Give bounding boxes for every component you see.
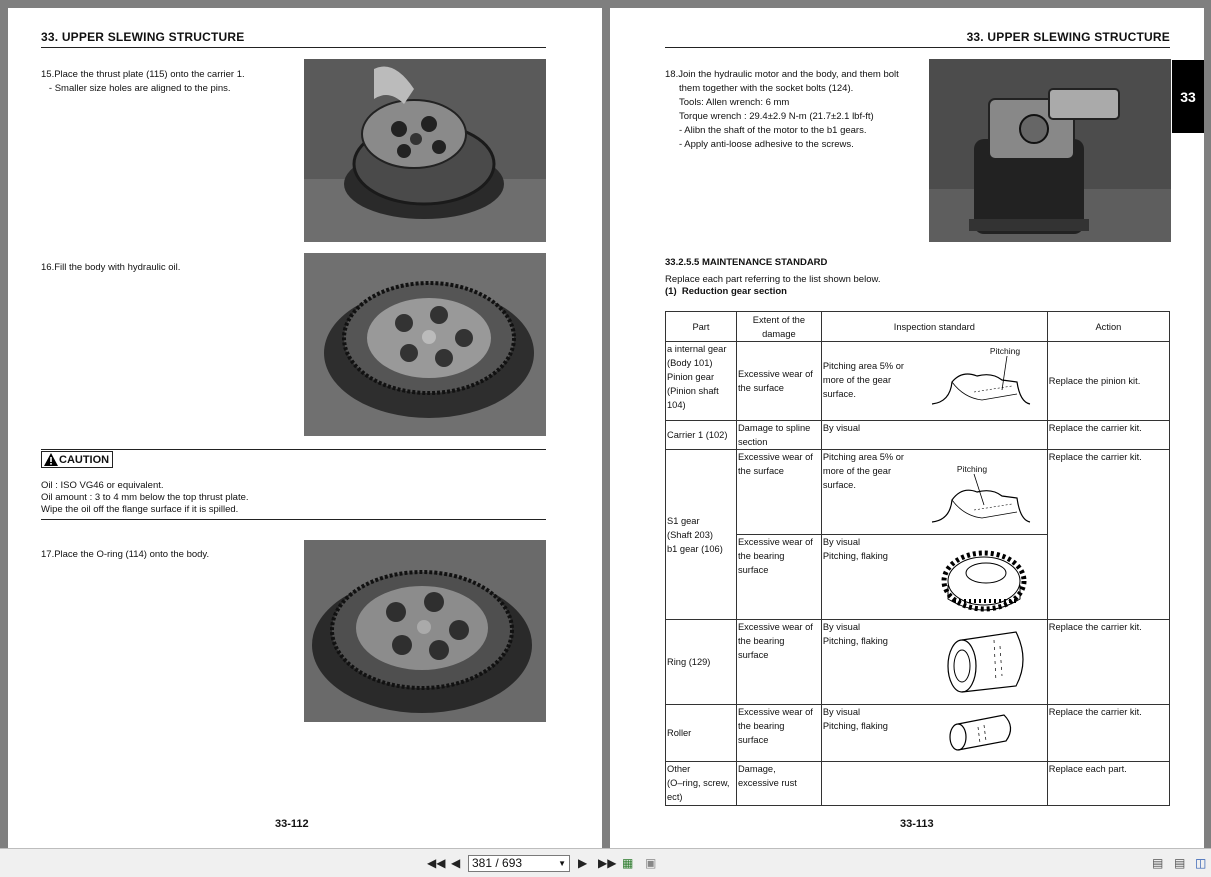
caution-oil-type: Oil : ISO VG46 or equivalent. xyxy=(41,480,164,491)
table-row xyxy=(666,450,1170,535)
o-ring-photo xyxy=(304,540,546,722)
fit-width-icon[interactable]: ▣ xyxy=(645,856,657,870)
action-cell: Replace the carrier kit. xyxy=(1047,705,1169,762)
step-18-tools: Tools: Allen wrench: 6 mm xyxy=(679,97,790,108)
page-indicator: 381 / 693 xyxy=(472,856,523,870)
section-intro: Replace each part referring to the list shown below. xyxy=(665,274,881,285)
page-header: 33. UPPER SLEWING STRUCTURE xyxy=(966,30,1170,44)
last-page-icon[interactable]: ▶▶ xyxy=(598,856,617,870)
table-row xyxy=(666,620,1170,705)
pitching-label: Pitching xyxy=(989,346,1021,356)
standard-text: Pitching area 5% or more of the gear surface. xyxy=(822,361,904,399)
extent-cell: Excessive wear of the surface xyxy=(736,342,821,421)
standard-text: Pitching area 5% or more of the gear surface. xyxy=(822,452,904,490)
single-page-view-icon[interactable]: ▤ xyxy=(1152,856,1164,870)
header-rule xyxy=(41,47,546,48)
ring-sketch xyxy=(934,620,1034,702)
standard-text: By visual Pitching, flaking xyxy=(822,707,888,731)
continuous-view-icon[interactable]: ▤ xyxy=(1174,856,1186,870)
step-18-socket-bolts: them together with the socket bolts (124). xyxy=(679,83,854,94)
caution-bottom-rule xyxy=(41,519,546,520)
table-row xyxy=(666,705,1170,762)
hydraulic-oil-fill-photo xyxy=(304,253,546,436)
standard-cell: By visual xyxy=(821,421,1047,450)
next-page-icon[interactable]: ▶ xyxy=(578,856,588,870)
page-header: 33. UPPER SLEWING STRUCTURE xyxy=(41,30,245,44)
pitching-label: Pitching xyxy=(956,464,988,474)
part-cell: Roller xyxy=(666,705,737,762)
step-15-text: 15.Place the thrust plate (115) onto the carrier 1. xyxy=(41,69,245,80)
section-title: 33.2.5.5 MAINTENANCE STANDARD xyxy=(665,257,828,268)
standard-cell xyxy=(821,620,1047,705)
standard-cell xyxy=(821,535,1047,620)
left-document-page xyxy=(8,8,602,848)
gear-tooth-pitching-sketch xyxy=(922,450,1042,532)
extent-cell: Excessive wear of the bearing surface xyxy=(736,535,821,620)
pdf-viewer-toolbar xyxy=(0,848,1211,877)
part-cell: S1 gear (Shaft 203) b1 gear (106) xyxy=(666,450,737,620)
standard-cell xyxy=(821,450,1047,535)
chapter-tab: 33 xyxy=(1172,60,1204,133)
roller-sketch xyxy=(934,705,1034,760)
caution-badge xyxy=(41,451,113,468)
extent-cell: Excessive wear of the surface xyxy=(736,450,821,535)
part-cell: Ring (129) xyxy=(666,620,737,705)
standard-text: By visual Pitching, flaking xyxy=(822,537,888,561)
table-row xyxy=(666,421,1170,450)
hydraulic-motor-photo xyxy=(929,59,1171,242)
caution-top-rule xyxy=(41,449,546,450)
action-cell: Replace the carrier kit. xyxy=(1047,450,1169,620)
action-cell: Replace each part. xyxy=(1047,762,1169,806)
warning-triangle-icon xyxy=(44,453,58,466)
step-17-text: 17.Place the O-ring (114) onto the body. xyxy=(41,549,210,560)
spur-gear-sketch xyxy=(934,535,1034,617)
step-18-align-note: - Alibn the shaft of the motor to the b1 gears. xyxy=(679,125,867,136)
step-15-note: - Smaller size holes are aligned to the pins. xyxy=(41,83,231,94)
first-page-icon[interactable]: ◀◀ xyxy=(427,856,446,870)
part-cell: Carrier 1 (102) xyxy=(666,421,737,450)
action-cell: Replace the pinion kit. xyxy=(1047,342,1169,421)
previous-page-icon[interactable]: ◀ xyxy=(451,856,461,870)
action-cell: Replace the carrier kit. xyxy=(1047,421,1169,450)
page-number: 33-112 xyxy=(275,818,309,830)
step-18-adhesive-note: - Apply anti-loose adhesive to the screws. xyxy=(679,139,854,150)
part-cell: Other (O–ring, screw, ect) xyxy=(666,762,737,806)
two-page-view-icon[interactable]: ◫ xyxy=(1195,856,1207,870)
extent-cell: Excessive wear of the bearing surface xyxy=(736,705,821,762)
caution-label: CAUTION xyxy=(59,453,110,466)
thrust-plate-photo xyxy=(304,59,546,242)
column-header-action: Action xyxy=(1047,312,1169,342)
header-rule xyxy=(665,47,1170,48)
extent-cell: Excessive wear of the bearing surface xyxy=(736,620,821,705)
standard-text: By visual Pitching, flaking xyxy=(822,622,888,646)
column-header-part: Part xyxy=(666,312,737,342)
standard-cell xyxy=(821,762,1047,806)
column-header-standard: Inspection standard xyxy=(821,312,1047,342)
standard-cell xyxy=(821,342,1047,421)
extent-cell: Damage, excessive rust xyxy=(736,762,821,806)
table-header-row xyxy=(666,312,1170,342)
gear-tooth-pitching-sketch xyxy=(922,342,1042,418)
step-18-torque: Torque wrench : 29.4±2.9 N-m (21.7±2.1 lbf-ft) xyxy=(679,111,874,122)
right-document-page xyxy=(610,8,1204,848)
page-number-input[interactable] xyxy=(468,855,570,872)
maintenance-standard-table xyxy=(665,311,1170,806)
step-16-text: 16.Fill the body with hydraulic oil. xyxy=(41,262,181,273)
fit-page-icon[interactable]: ▦ xyxy=(622,856,634,870)
table-row xyxy=(666,342,1170,421)
chevron-down-icon[interactable]: ▼ xyxy=(558,859,566,868)
caution-oil-amount: Oil amount : 3 to 4 mm below the top thrust plate. xyxy=(41,492,249,503)
table-row xyxy=(666,762,1170,806)
subsection-title: (1) Reduction gear section xyxy=(665,286,787,297)
extent-cell: Damage to spline section xyxy=(736,421,821,450)
action-cell: Replace the carrier kit. xyxy=(1047,620,1169,705)
page-number: 33-113 xyxy=(900,818,934,830)
step-18-text: 18.Join the hydraulic motor and the body, and them bolt xyxy=(665,69,899,80)
caution-wipe-oil: Wipe the oil off the flange surface if it is spilled. xyxy=(41,504,239,515)
part-cell: a internal gear (Body 101) Pinion gear (Pinion shaft 104) xyxy=(666,342,737,421)
column-header-extent: Extent of the damage xyxy=(736,312,821,342)
standard-cell xyxy=(821,705,1047,762)
